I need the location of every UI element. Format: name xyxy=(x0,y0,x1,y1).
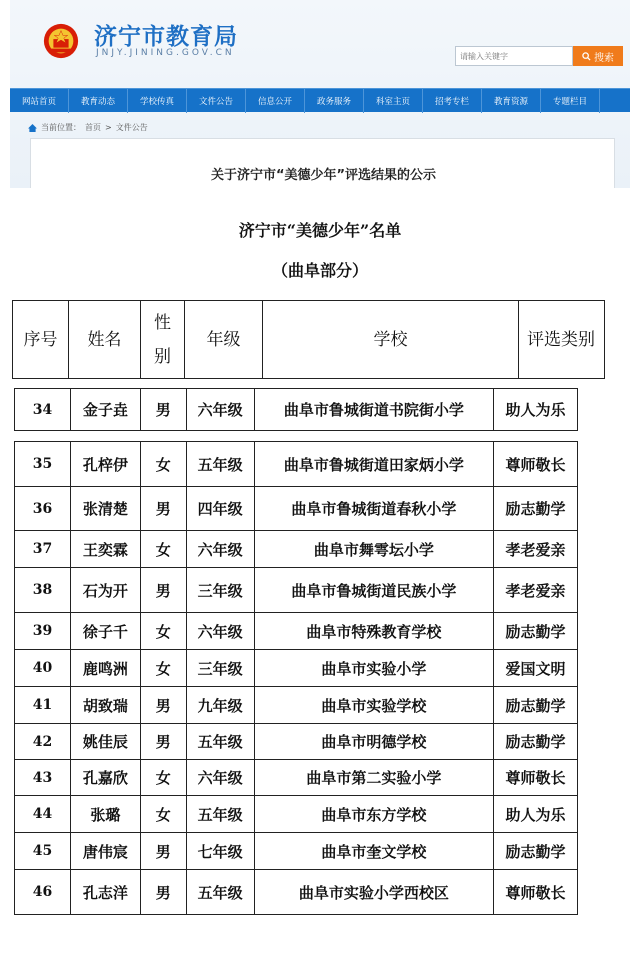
cell-name: 石为开 xyxy=(70,568,140,613)
table-row xyxy=(15,796,578,833)
cell-gender: 男 xyxy=(140,568,186,613)
document-title: 济宁市“美德少年”名单 xyxy=(238,221,402,240)
search-button-label: 搜索 xyxy=(594,52,614,64)
cell-name: 姚佳辰 xyxy=(70,724,140,760)
cell-grade: 三年级 xyxy=(186,568,254,613)
cell-name: 王奕霖 xyxy=(70,531,140,568)
cell-category: 孝老爱亲 xyxy=(494,531,578,568)
nav-item-schools[interactable]: 学校传真 xyxy=(128,89,187,113)
cell-school: 曲阜市鲁城街道田家炳小学 xyxy=(254,442,494,487)
nav-item-exams[interactable]: 招考专栏 xyxy=(423,89,482,113)
cell-category: 爱国文明 xyxy=(494,650,578,687)
cell-category: 助人为乐 xyxy=(494,389,578,431)
nav-item-services[interactable]: 政务服务 xyxy=(305,89,364,113)
header-grade: 年级 xyxy=(185,301,263,378)
cell-grade: 六年级 xyxy=(186,760,254,796)
cell-school: 曲阜市东方学校 xyxy=(254,796,494,833)
cell-number: 46 xyxy=(15,870,71,915)
cell-gender: 女 xyxy=(140,442,186,487)
cell-gender: 男 xyxy=(140,870,186,915)
cell-name: 孔志洋 xyxy=(70,870,140,915)
cell-name: 胡致瑞 xyxy=(70,687,140,724)
breadcrumb-current[interactable]: 文件公告 xyxy=(115,123,148,132)
table-row xyxy=(15,613,578,650)
cell-school: 曲阜市第二实验小学 xyxy=(254,760,494,796)
cell-number: 45 xyxy=(15,833,71,870)
cell-school: 曲阜市实验小学 xyxy=(254,650,494,687)
cell-school: 曲阜市鲁城街道书院街小学 xyxy=(254,389,494,431)
table-row xyxy=(15,724,578,760)
cell-school: 曲阜市鲁城街道民族小学 xyxy=(254,568,494,613)
cell-school: 曲阜市奎文学校 xyxy=(254,833,494,870)
nav-item-topics[interactable]: 专题栏目 xyxy=(541,89,600,113)
names-table-part2 xyxy=(14,441,578,915)
cell-category: 孝老爱亲 xyxy=(494,568,578,613)
cell-grade: 六年级 xyxy=(186,531,254,568)
cell-gender: 女 xyxy=(140,531,186,568)
cell-name: 徐子千 xyxy=(70,613,140,650)
table-row xyxy=(15,650,578,687)
cell-name: 张清楚 xyxy=(70,487,140,531)
cell-number: 38 xyxy=(15,568,71,613)
cell-gender: 女 xyxy=(140,796,186,833)
nav-item-disclosure[interactable]: 信息公开 xyxy=(246,89,305,113)
article-box xyxy=(30,138,615,188)
search-icon xyxy=(582,52,591,61)
cell-school: 曲阜市实验学校 xyxy=(254,687,494,724)
cell-gender: 男 xyxy=(140,724,186,760)
cell-category: 助人为乐 xyxy=(494,796,578,833)
cell-number: 35 xyxy=(15,442,71,487)
cell-category: 励志勤学 xyxy=(494,724,578,760)
cell-name: 唐伟宸 xyxy=(70,833,140,870)
cell-category: 励志勤学 xyxy=(494,833,578,870)
cell-grade: 五年级 xyxy=(186,870,254,915)
breadcrumb-prefix: 当前位置： xyxy=(41,123,81,132)
cell-grade: 九年级 xyxy=(186,687,254,724)
cell-name: 孔嘉欣 xyxy=(70,760,140,796)
cell-category: 励志勤学 xyxy=(494,613,578,650)
cell-school: 曲阜市实验小学西校区 xyxy=(254,870,494,915)
cell-gender: 女 xyxy=(140,613,186,650)
main-nav xyxy=(10,88,630,112)
cell-name: 孔梓伊 xyxy=(70,442,140,487)
nav-item-notices[interactable]: 文件公告 xyxy=(187,89,246,113)
cell-category: 尊师敬长 xyxy=(494,760,578,796)
table-row xyxy=(15,870,578,915)
cell-grade: 六年级 xyxy=(186,613,254,650)
cell-grade: 六年级 xyxy=(186,389,254,431)
site-domain: JNJY.JINING.GOV.CN xyxy=(96,48,235,58)
header-gender: 性别 xyxy=(141,301,185,378)
cell-number: 34 xyxy=(15,389,71,431)
home-icon xyxy=(28,124,37,132)
cell-gender: 男 xyxy=(140,687,186,724)
breadcrumb xyxy=(28,122,148,133)
table-row xyxy=(15,487,578,531)
cell-name: 张璐 xyxy=(70,796,140,833)
national-emblem-icon xyxy=(42,22,80,60)
nav-item-home[interactable]: 网站首页 xyxy=(10,89,69,113)
table-row xyxy=(15,568,578,613)
cell-gender: 男 xyxy=(140,833,186,870)
search-input[interactable] xyxy=(455,46,573,66)
cell-number: 41 xyxy=(15,687,71,724)
table-row xyxy=(15,442,578,487)
table-row xyxy=(15,833,578,870)
search-button[interactable] xyxy=(573,46,623,66)
cell-school: 曲阜市鲁城街道春秋小学 xyxy=(254,487,494,531)
cell-grade: 五年级 xyxy=(186,724,254,760)
breadcrumb-separator: > xyxy=(105,123,112,132)
table-row xyxy=(15,760,578,796)
site-name[interactable]: 济宁市教育局 xyxy=(94,24,238,50)
cell-category: 励志勤学 xyxy=(494,687,578,724)
document-subtitle: （曲阜部分） xyxy=(271,261,368,280)
nav-item-news[interactable]: 教育动态 xyxy=(69,89,128,113)
cell-category: 励志勤学 xyxy=(494,487,578,531)
cell-grade: 三年级 xyxy=(186,650,254,687)
cell-gender: 女 xyxy=(140,760,186,796)
cell-number: 39 xyxy=(15,613,71,650)
cell-category: 尊师敬长 xyxy=(494,442,578,487)
cell-grade: 五年级 xyxy=(186,796,254,833)
cell-number: 43 xyxy=(15,760,71,796)
table-row xyxy=(15,389,578,431)
names-table-part1 xyxy=(14,388,578,431)
header-number: 序号 xyxy=(13,301,69,378)
cell-number: 40 xyxy=(15,650,71,687)
table-row xyxy=(15,531,578,568)
site-header xyxy=(10,0,630,188)
header-school: 学校 xyxy=(263,301,519,378)
search-bar xyxy=(455,46,623,66)
cell-grade: 四年级 xyxy=(186,487,254,531)
cell-number: 44 xyxy=(15,796,71,833)
breadcrumb-home[interactable]: 首页 xyxy=(85,123,101,132)
cell-number: 36 xyxy=(15,487,71,531)
cell-school: 曲阜市特殊教育学校 xyxy=(254,613,494,650)
cell-school: 曲阜市舞雩坛小学 xyxy=(254,531,494,568)
cell-school: 曲阜市明德学校 xyxy=(254,724,494,760)
notice-title: 关于济宁市“美德少年”评选结果的公示 xyxy=(210,168,437,183)
cell-name: 金子垚 xyxy=(70,389,140,431)
cell-gender: 女 xyxy=(140,650,186,687)
cell-grade: 五年级 xyxy=(186,442,254,487)
cell-grade: 七年级 xyxy=(186,833,254,870)
cell-name: 鹿鸣洲 xyxy=(70,650,140,687)
header-name: 姓名 xyxy=(69,301,141,378)
table-row xyxy=(15,687,578,724)
cell-gender: 男 xyxy=(140,389,186,431)
cell-category: 尊师敬长 xyxy=(494,870,578,915)
cell-number: 37 xyxy=(15,531,71,568)
table-header xyxy=(12,300,605,379)
nav-item-departments[interactable]: 科室主页 xyxy=(364,89,423,113)
cell-gender: 男 xyxy=(140,487,186,531)
header-category: 评选类别 xyxy=(527,329,595,350)
cell-number: 42 xyxy=(15,724,71,760)
nav-item-resources[interactable]: 教育资源 xyxy=(482,89,541,113)
